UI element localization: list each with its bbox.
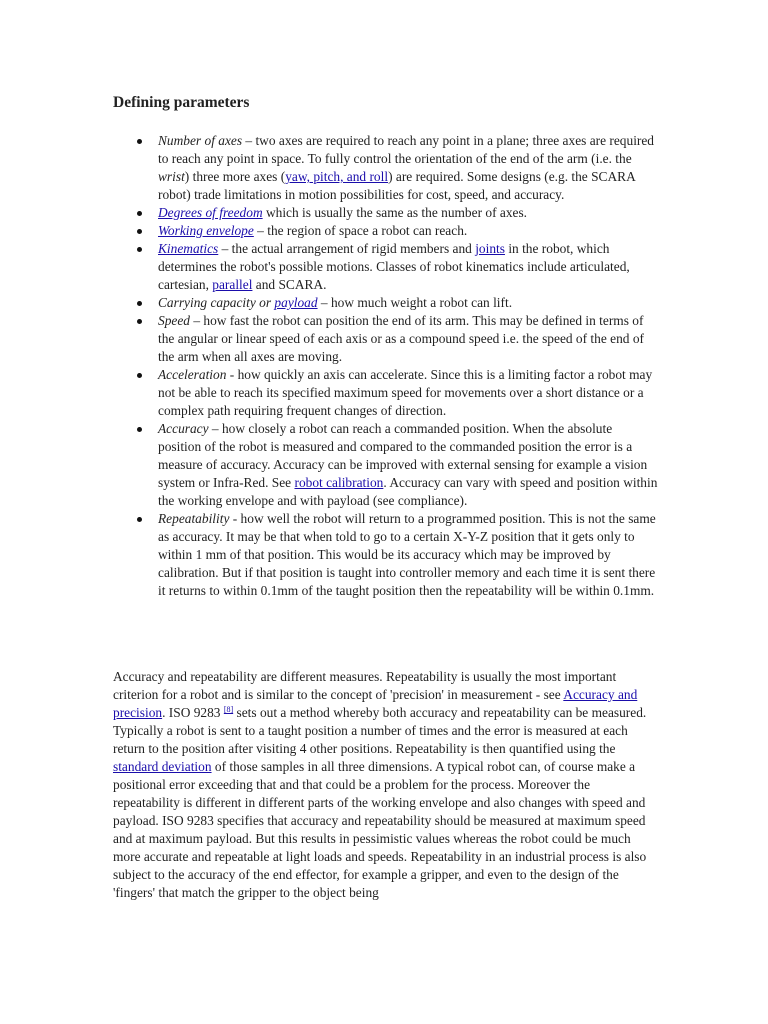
link-standard-deviation[interactable]: standard deviation	[113, 759, 212, 774]
list-item-speed: Speed – how fast the robot can position the end of its arm. This may be defined in terms of the angular or linear speed of each axis or as a compound speed i.e. the speed of the end of the arm when all axes are moving.	[158, 312, 658, 366]
link-accuracy-and-precision[interactable]: Accuracy and precision	[113, 687, 638, 720]
link-robot-calibration[interactable]: robot calibration	[294, 475, 384, 490]
link-degrees-of-freedom[interactable]: Degrees of freedom	[158, 205, 263, 220]
link-kinematics[interactable]: Kinematics	[158, 241, 219, 256]
list-item-acceleration: Acceleration - how quickly an axis can accelerate. Since this is a limiting factor a robot may not be able to reach its specified maximum speed for movements over a short distance or a complex path requiring frequent changes of direction.	[158, 366, 658, 420]
body-paragraph: Accuracy and repeatability are different measures. Repeatability is usually the most important criterion for a robot and is similar to the concept of 'precision' in measurement - see Accuracy and precision. ISO 9283 [8] sets out a method whereby both accuracy and repeatability can be measured. Typically a robot is sent to a taught position a number of times and the error is measured at each return to the position after visiting 4 other positions. Repeatability is then quantified using the standard deviation of those samples in all three dimensions. A typical robot can, of course make a positional error exceeding that and that could be a problem for the process. Moreover the repeatability is different in different parts of the working envelope and also changes with speed and payload. ISO 9283 specifies that accuracy and repeatability should be measured at maximum speed and at maximum payload. But this results in pessimistic values whereas the robot could be much more accurate and repeatable at light loads and speeds. Repeatability in an industrial process is also subject to the accuracy of the end effector, for example a gripper, and even to the design of the 'fingers' that match the gripper to the object being	[113, 669, 647, 900]
list-item-kinematics: Kinematics – the actual arrangement of rigid members and joints in the robot, which determines the robot's possible motions. Classes of robot kinematics include articulated, cartesian, parallel and SCARA.	[158, 240, 658, 294]
parameter-list	[158, 132, 658, 600]
link-parallel[interactable]: parallel	[212, 277, 253, 292]
list-item-repeatability: Repeatability - how well the robot will return to a programmed position. This is not the same as accuracy. It may be that when told to go to a certain X-Y-Z position that it gets only to within 1 mm of that position. This would be its accuracy which may be improved by calibration. But if that position is taught into controller memory and each time it is sent there it returns to within 0.1mm of the taught position then the repeatability will be within 0.1mm.	[158, 510, 658, 600]
list-item-accuracy: Accuracy – how closely a robot can reach a commanded position. When the absolute position of the robot is measured and compared to the commanded position the error is a measure of accuracy. Accuracy can be improved with external sensing for example a vision system or Infra-Red. See robot calibration. Accuracy can vary with speed and position within the working envelope and with payload (see compliance).	[158, 421, 658, 508]
link-yaw-pitch-roll[interactable]: yaw, pitch, and roll	[285, 169, 389, 184]
list-item-number-of-axes: Number of axes – two axes are required to reach any point in a plane; three axes are required to reach any point in space. To fully control the orientation of the end of the arm (i.e. the wrist) three more axes (yaw, pitch, and roll) are required. Some designs (e.g. the SCARA robot) trade limitations in motion possibilities for cost, speed, and accuracy.	[158, 132, 658, 204]
list-item-working-envelope: Working envelope – the region of space a robot can reach.	[158, 222, 658, 240]
link-joints[interactable]: joints	[475, 241, 505, 256]
term: Number of axes	[158, 133, 243, 148]
list-item-degrees-of-freedom: Degrees of freedom which is usually the same as the number of axes.	[158, 204, 658, 222]
reference-link[interactable]: [8]	[223, 705, 234, 714]
section-heading: Defining parameters	[113, 94, 250, 111]
list-item-carrying-capacity: Carrying capacity or payload – how much weight a robot can lift.	[158, 294, 658, 312]
link-payload[interactable]: payload	[274, 295, 318, 310]
link-working-envelope[interactable]: Working envelope	[158, 223, 254, 238]
